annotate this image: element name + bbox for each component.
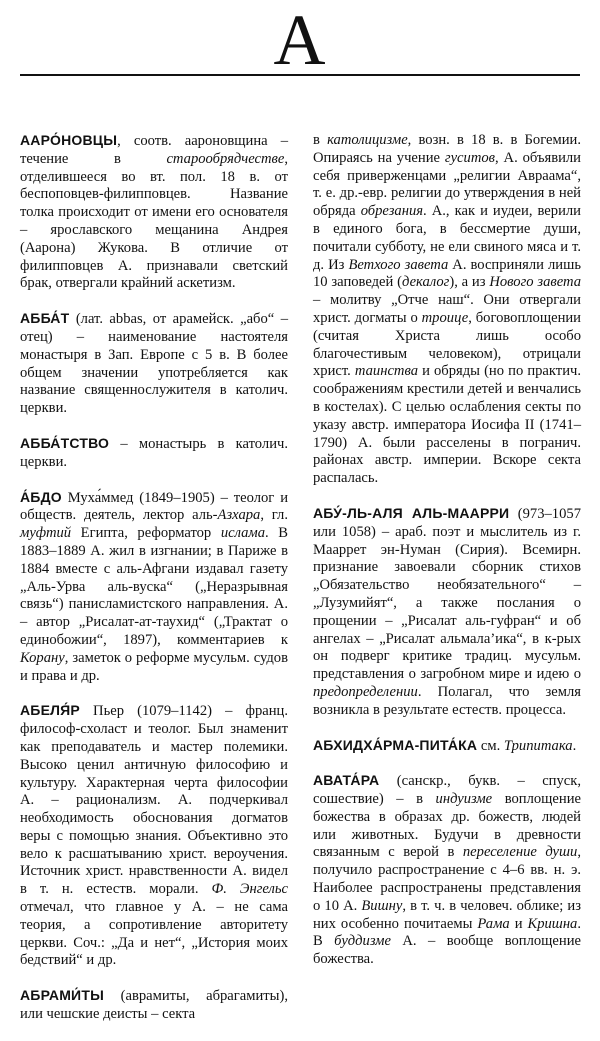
cross-reference: Корану — [20, 649, 65, 666]
entry-text: , возн. в 18 в. в Богемии. Опираясь на учение — [313, 132, 581, 166]
entry-headword: АБЕЛЯ́Р — [20, 702, 80, 719]
page-letter-heading: А — [273, 0, 327, 80]
entry-text: и обряды (но по практич. соображениям крестили детей и венчались в костелах). С целью ослабления секты по указу австр. императора Иосифа II (1741–1790) А. были расселены в погранич. районах австр. империи. Вскоре секта распалась. — [313, 363, 581, 487]
cross-reference: декалог — [402, 274, 450, 291]
entry-text: в — [313, 132, 328, 148]
entry-text: Пьер (1079–1142) – франц. философ-схоласт и теолог. Был знаменит как преподаватель и мастер полемики. Высоко ценил античную философию и культуру. Характерная черта философии А. – рационализм. А. подчеркивал необходимость обоснования догматов веры с помощью знания. Объективно это вело к расшатыванию христ. вероучения. Источник христ. нравственности А. видел в т. н. естеств. морали. — [20, 703, 288, 898]
entry-text: . Полагал, что земля возникла в результате естеств. процесса. — [313, 683, 581, 718]
entry-text: А. восприняли лишь 10 заповедей ( — [313, 256, 581, 291]
cross-reference: Вишну — [361, 897, 403, 914]
entry-text: см. — [477, 737, 504, 754]
cross-reference: обрезания — [360, 203, 424, 220]
cross-reference: буддизме — [334, 933, 391, 950]
cross-reference: Нового завета — [489, 274, 581, 291]
entry-text: (лат. abbas, от арамейск. „або“ – отец) – наименование настоятеля монастыря в Зап. Европе с 5 в. В более общем значении употребляется как название священнослужителя в католич. церкви. — [20, 311, 288, 417]
cross-reference: Трипитака — [503, 737, 573, 754]
entry-headword: А́БДО — [20, 488, 62, 505]
cross-reference: Ветхого завета — [348, 256, 449, 273]
entry-text: , получило распространение с 4–6 вв. н. э. Наиболее распространены представления о 10 А. — [313, 844, 581, 914]
entry-text: (аврамиты, абрагамиты), или чешские деисты – секта — [20, 988, 288, 1023]
heading-rule — [20, 74, 580, 76]
entry-text: . — [572, 737, 577, 754]
entry-text: , А. объявили себя приверженцами „религии Авраама“, т. е. др.-евр. религии до утверждения в ней обряда — [313, 149, 581, 220]
entry-text: отмечал, что главное у А. – не сама теория, а сопротивление авторитету церкви. Соч.: „Да и нет“, „История моих бедствий“ и др. — [20, 899, 288, 969]
entry-text: (санскр., букв. – спуск, сошествие) – в — [313, 773, 581, 808]
dictionary-entry — [20, 702, 288, 970]
cross-reference: старообрядчестве — [166, 150, 285, 167]
entry-text: , гл. — [260, 507, 288, 524]
entry-text: – молитву „Отче наш“. Они отвергали христ. догматы о — [313, 292, 581, 326]
cross-reference: таинства — [354, 363, 419, 380]
entry-text: А. – вообще воплощение божества. — [313, 933, 581, 968]
entry-text: и — [509, 915, 528, 932]
entry-text: Муха́ммед (1849–1905) – теолог и обществ. деятель, лектор аль- — [20, 489, 288, 524]
cross-reference: Азхара — [217, 507, 261, 524]
cross-reference: Ф. Энгельс — [211, 881, 288, 898]
left-column — [20, 132, 288, 1041]
cross-reference: переселение души — [462, 844, 578, 861]
entry-headword: АБХИДХА́РМА-ПИТА́КА — [313, 736, 478, 753]
entry-headword: АББА́Т — [20, 310, 70, 327]
entry-text: воплощение божества в образах др. божеств, людей или животных. Будучи в древности связанным с верой в — [313, 791, 581, 861]
cross-reference: гуситов — [444, 149, 496, 166]
entry-headword: ААРО́НОВЦЫ — [20, 132, 118, 148]
cross-reference: муфтий — [20, 525, 72, 542]
entry-text: (973–1057 или 1058) – араб. поэт и мыслитель из г. Мааррет эн-Нуман (Сирия). Всемирн. признание завоевали сборник стихов „Обязательство необязательного“ – „Лузумийят“, а также послания о прощении – „Рисалат аль-гуфран“ и об ангелах – „Рисалат альмала’ика“, в к-рых он подверг критике традиц. мусульм. представления о загробном мире и идею о — [313, 505, 581, 683]
entry-headword: АБУ́-ЛЬ-АЛЯ АЛЬ-МААРРИ — [313, 504, 510, 521]
dictionary-entry — [313, 772, 581, 969]
entry-text: Египта, реформатор — [71, 525, 221, 542]
dictionary-entry — [20, 489, 288, 686]
entry-text: . В — [313, 915, 582, 950]
entry-headword: АБРАМИ́ТЫ — [20, 987, 104, 1004]
dictionary-entry — [313, 505, 581, 720]
entry-text: , заметок о реформе мусульм. судов и права и др. — [20, 649, 288, 684]
entry-text: , отделившееся во вт. пол. 18 в. от беспоповцев-филипповцев. Название толка происходит от имени его основателя – ярославского мещанина Андрея (Аарона) Жукова. В отличие от филипповцев А. признавали светский брак, отвергали крайний аскетизм. — [20, 150, 288, 292]
entry-text: , в т. ч. в человеч. облике; из них особенно почитаемы — [313, 897, 581, 932]
entry-text: – монастырь в католич. церкви. — [20, 435, 288, 470]
dictionary-entry — [313, 737, 581, 756]
cross-reference: Кришна — [527, 915, 578, 932]
entry-headword: АББА́ТСТВО — [20, 434, 110, 451]
entry-text: , соотв. аароновщина – течение в — [20, 133, 288, 167]
entry-text: ), а из — [449, 274, 490, 291]
entry-headword: АВАТА́РА — [313, 772, 380, 789]
entry-text: , боговоплощении (считая Христа лишь особо благочестивым человеком), отрицали христ. — [313, 309, 581, 380]
cross-reference: предопределении — [313, 683, 418, 700]
cross-reference: ислама — [220, 525, 266, 542]
dictionary-entry — [20, 310, 288, 418]
cross-reference: католицизме — [327, 132, 408, 148]
cross-reference: троице — [421, 309, 469, 326]
cross-reference: Рама — [477, 915, 510, 932]
dictionary-entry — [20, 987, 288, 1024]
dictionary-entry — [313, 132, 581, 488]
cross-reference: индуизме — [435, 791, 493, 808]
dictionary-entry — [20, 132, 288, 293]
dictionary-entry — [20, 435, 288, 472]
entry-text: . А., как и иудеи, верили в единого бога, в бессмертие души, почитали субботу, не ели свиного мяса и т. д. Из — [313, 203, 581, 273]
right-column — [313, 132, 581, 986]
entry-text: . В 1883–1889 А. жил в изгнании; в Париже в 1884 вместе с аль-Афгани издавал газету „Аль-Урва аль-вуска“ („Неразрывная связь“) панисламистского направления. А. – автор „Рисалат-ат-таухид“ („Трактат о единобожии“, 1897), комментариев к — [20, 525, 288, 648]
